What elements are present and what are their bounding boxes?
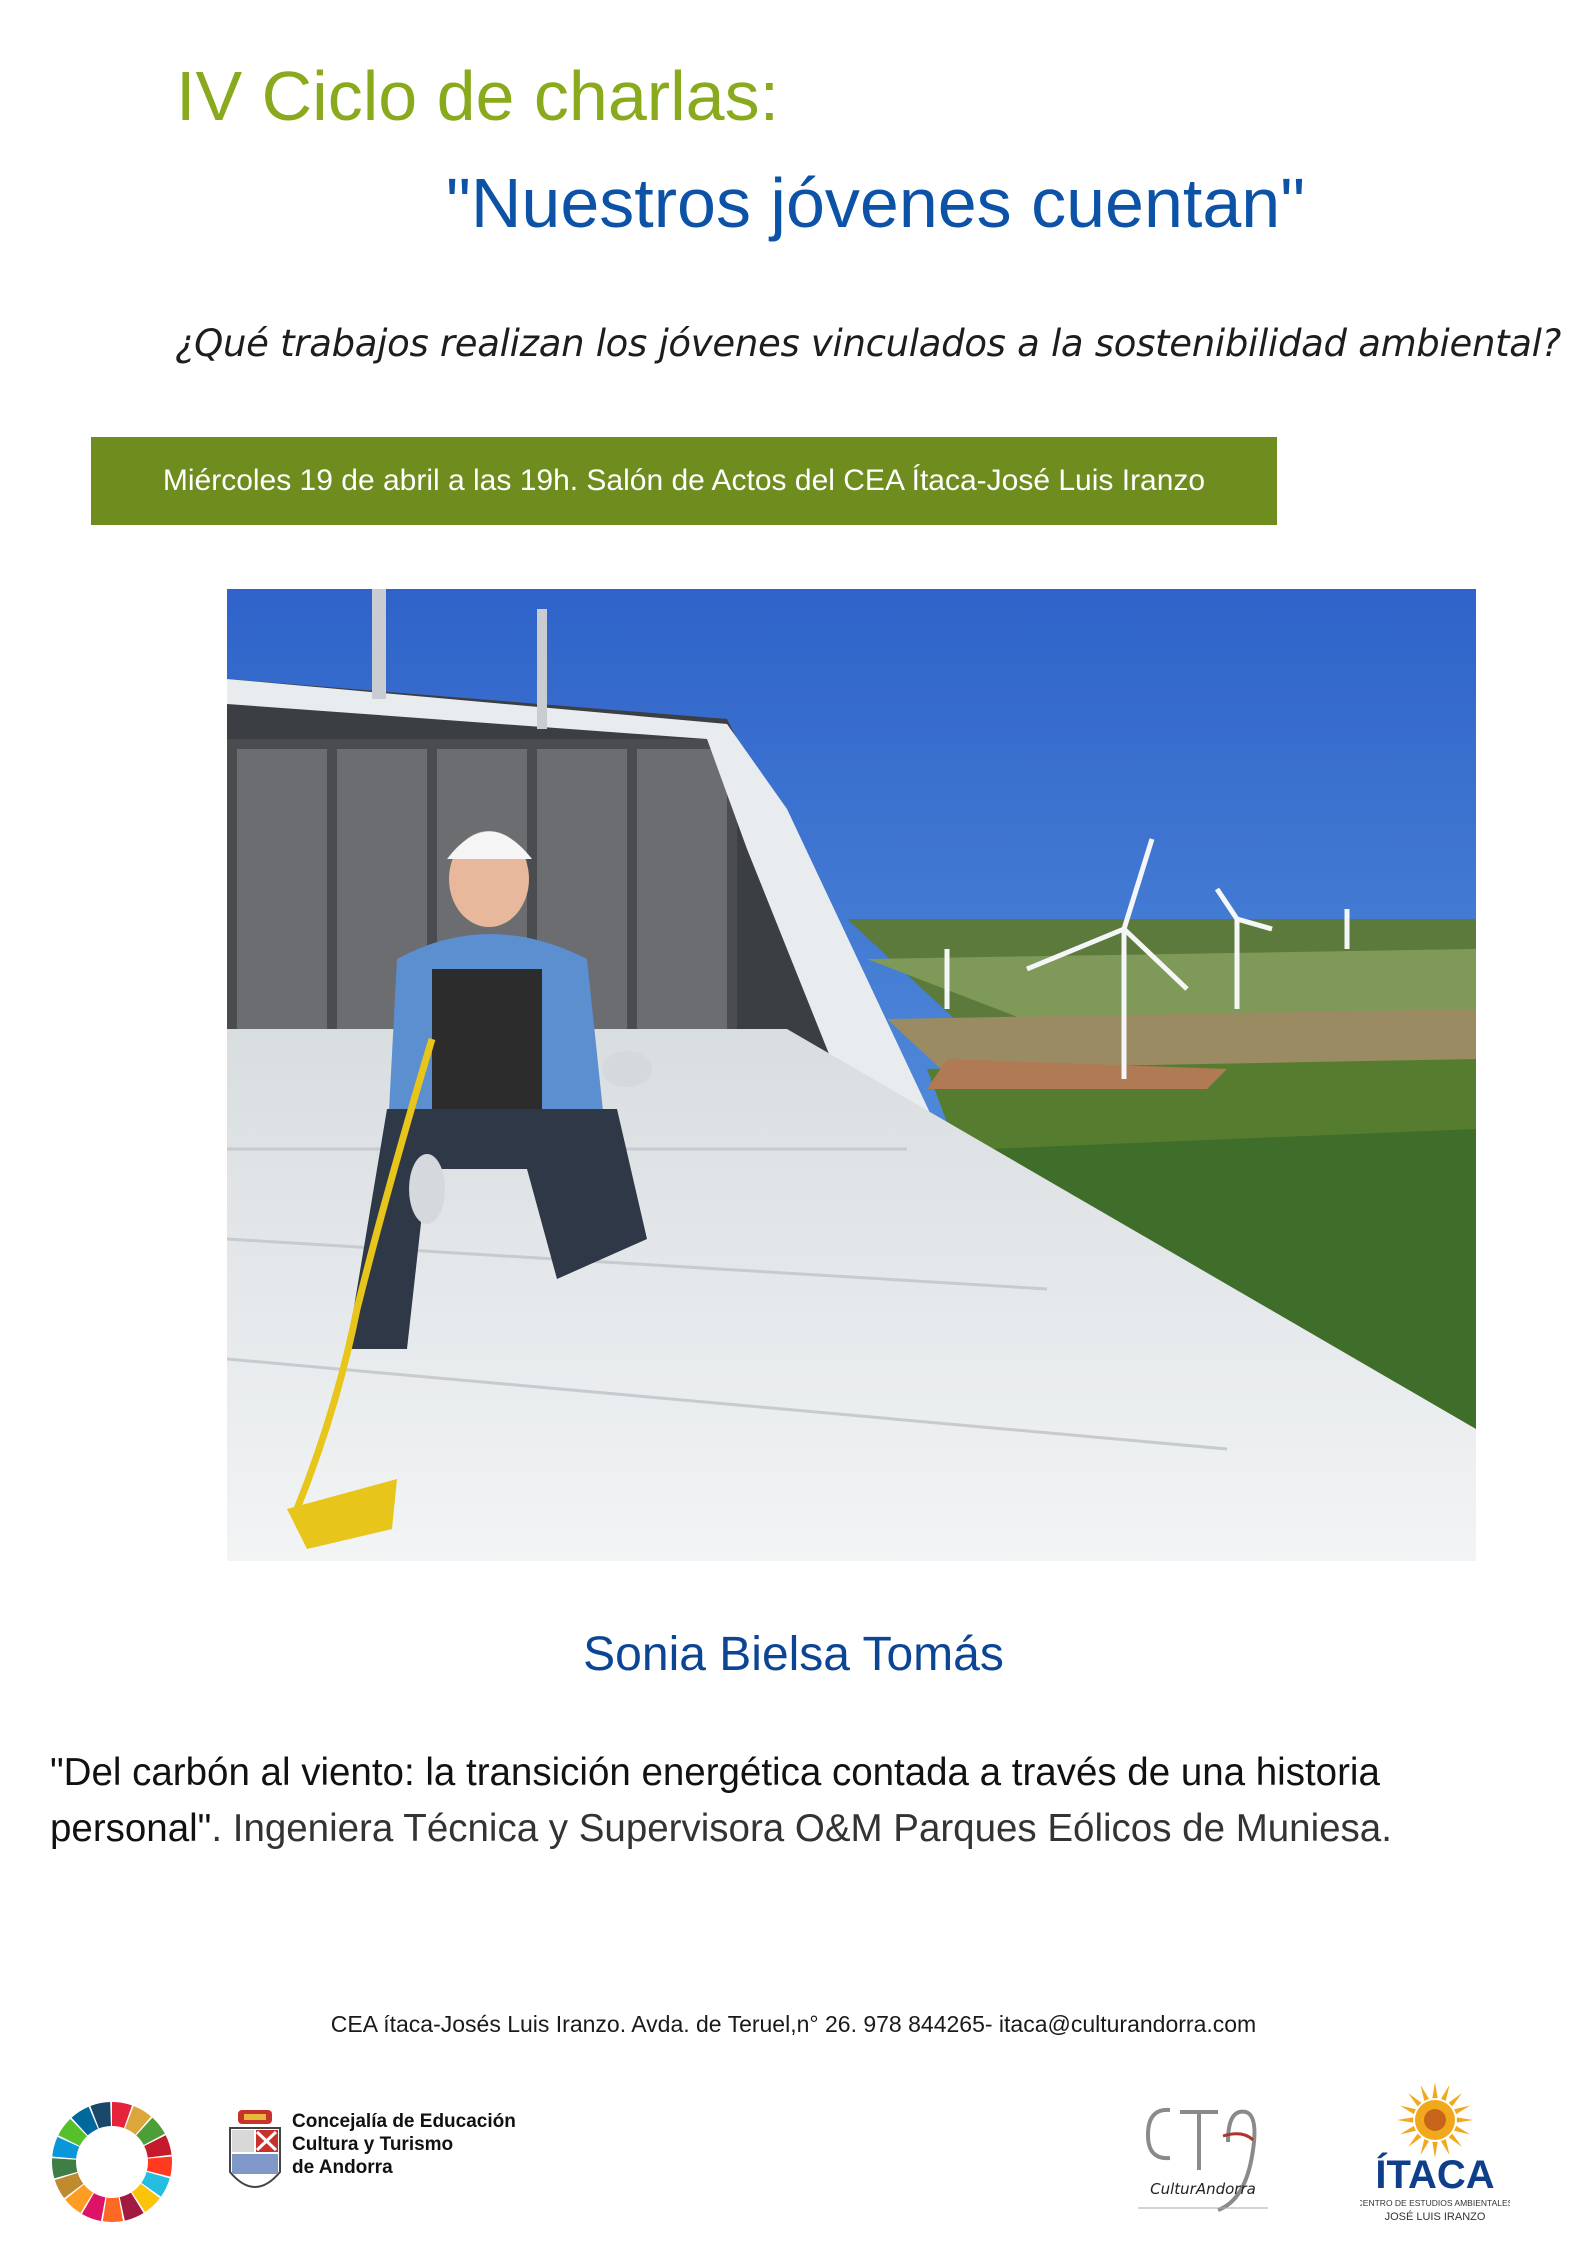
sun-ray [1397, 2117, 1413, 2122]
title-line-2: "Nuestros jóvenes cuentan" [446, 164, 1306, 242]
sun-ray [1408, 2134, 1421, 2147]
sdg-segment [103, 2197, 123, 2222]
sdg-wheel-graphic [50, 2100, 174, 2224]
sun-ray [1457, 2117, 1473, 2122]
sun-ray [1432, 2082, 1437, 2098]
sdg-wheel-icon [50, 2100, 174, 2224]
itaca-logo [1360, 2078, 1510, 2228]
coat-of-arms-icon [228, 2110, 282, 2202]
contact-info: CEA ítaca-Josés Luis Iranzo. Avda. de Teruel,n° 26. 978 844265- itaca@culturandorra.com [330, 2011, 1257, 2037]
itaca-logo-graphic [1360, 2078, 1510, 2228]
cta-logo-graphic [1128, 2090, 1278, 2230]
wind-turbine-photo [227, 589, 1476, 1561]
talk-description [50, 1745, 1550, 1857]
concejalia-line-3: de Andorra [292, 2157, 393, 2178]
sun-ray [1454, 2105, 1470, 2114]
sun-ray [1441, 2085, 1450, 2101]
event-date-banner [91, 437, 1277, 525]
sun-ray [1400, 2105, 1416, 2114]
itaca-wordmark: ÍTACA [1375, 2153, 1495, 2197]
sun-ray [1408, 2093, 1421, 2106]
speaker-name: Sonia Bielsa Tomás [583, 1628, 1004, 1681]
sun-ray [1420, 2085, 1429, 2101]
itaca-sub-2: JOSÉ LUIS IRANZO [1384, 2211, 1486, 2223]
cultur-andorra-logo [1128, 2090, 1278, 2230]
sun-ray [1400, 2126, 1416, 2135]
cta-sub-text: CulturAndorra [1150, 2180, 1256, 2198]
sun-ray [1449, 2134, 1462, 2147]
sun-ray [1454, 2126, 1470, 2135]
sun-ray [1449, 2093, 1462, 2106]
concejalia-line-1: Concejalía de Educación [292, 2111, 516, 2132]
concejalia-line-2: Cultura y Turismo [292, 2134, 454, 2155]
talk-title: "Del carbón al viento: la transición energética contada a través de una historia personal" [50, 1751, 1380, 1850]
speaker-photo [227, 589, 1476, 1561]
event-date-text: Miércoles 19 de abril a las 19h. Salón de Actos del CEA Ítaca-José Luis Iranzo [162, 464, 1206, 497]
title-line-1: IV Ciclo de charlas: [176, 57, 780, 135]
concejalia-logo [228, 2110, 516, 2202]
itaca-sub-1: CENTRO DE ESTUDIOS AMBIENTALES [1360, 2198, 1510, 2208]
speaker-role: . Ingeniera Técnica y Supervisora O&M Parques Eólicos de Muniesa. [211, 1807, 1392, 1850]
subtitle-question: ¿Qué trabajos realizan los jóvenes vinculados a la sostenibilidad ambiental? [174, 322, 1561, 365]
